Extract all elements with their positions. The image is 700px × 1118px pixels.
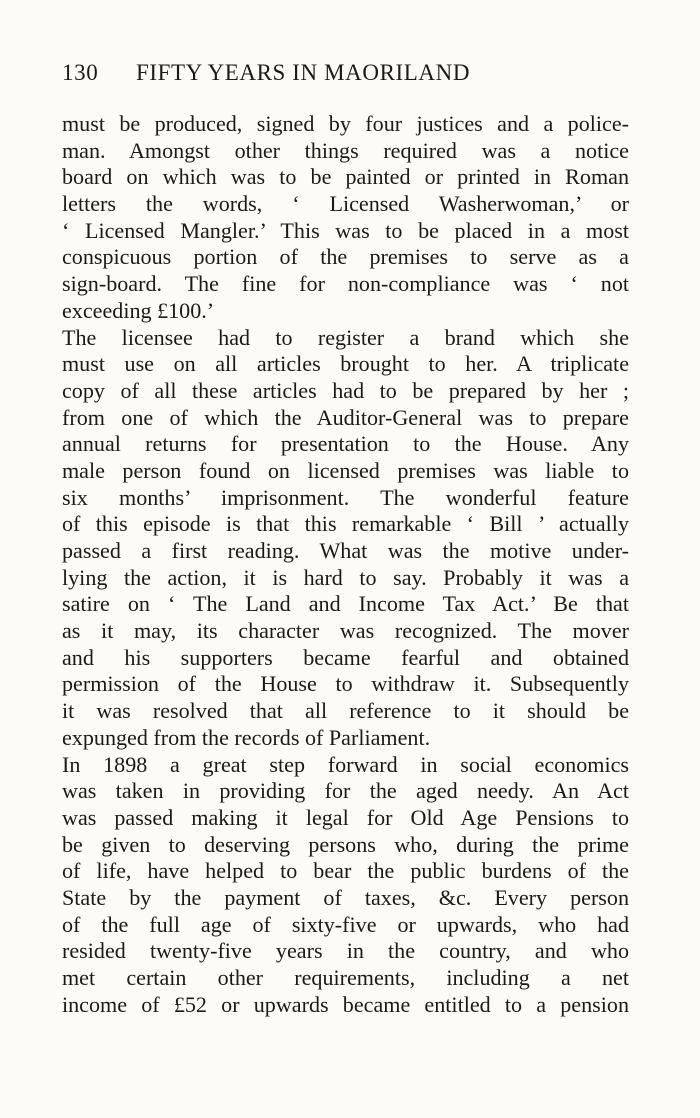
text-line: board on which was to be painted or printed in Roman [62,164,629,190]
text-line: satire on ‘ The Land and Income Tax Act.’ Be that [62,591,629,617]
text-line: exceeding £100.’ [62,297,215,323]
text-line: be given to deserving persons who, during the prime [62,831,629,857]
text-line: sign-board. The fine for non-compliance was ‘ not [62,271,629,297]
text-line: male person found on licensed premises was liable to [62,457,629,483]
running-title: FIFTY YEARS IN MAORILAND [136,60,471,85]
text-line: of life, have helped to bear the public burdens of the [62,858,629,884]
running-head [62,60,642,96]
text-line: from one of which the Auditor-General was to prepare [62,404,629,430]
text-line: it was resolved that all reference to it should be [62,698,629,724]
text-line: copy of all these articles had to be prepared by her ; [62,377,629,403]
text-line: was passed making it legal for Old Age Pensions to [62,804,629,830]
text-line: ‘ Licensed Mangler.’ This was to be placed in a most [62,217,629,243]
text-line: The licensee had to register a brand which she [62,324,629,350]
text-line: expunged from the records of Parliament. [62,724,431,750]
text-line: In 1898 a great step forward in social economics [62,751,629,777]
text-line: man. Amongst other things required was a notice [62,137,629,163]
text-line: and his supporters became fearful and obtained [62,644,629,670]
text-line: permission of the House to withdraw it. Subsequently [62,671,629,697]
text-line: met certain other requirements, including a net [62,965,629,990]
text-line: income of £52 or upwards became entitled to a pension [62,991,629,1017]
page-number: 130 [62,60,99,85]
text-line: passed a first reading. What was the motive under- [62,538,629,563]
text-line: State by the payment of taxes, &c. Every person [62,884,629,910]
text-line: must use on all articles brought to her. A triplicate [62,351,629,377]
text-line: lying the action, it is hard to say. Probably it was a [62,564,629,590]
text-line: resided twenty-five years in the country, and who [62,938,629,964]
text-line: of the full age of sixty-five or upwards, who had [62,911,629,937]
body-text [62,111,629,1018]
text-line: conspicuous portion of the premises to serve as a [62,244,629,270]
text-line: must be produced, signed by four justices and a police- [62,111,629,136]
text-line: six months’ imprisonment. The wonderful feature [62,484,629,510]
text-line: letters the words, ‘ Licensed Washerwoman,’ or [62,191,629,217]
text-line: of this episode is that this remarkable ‘ Bill ’ actually [62,511,629,537]
text-line: annual returns for presentation to the House. Any [62,431,629,457]
text-line: was taken in providing for the aged needy. An Act [62,778,629,804]
text-line: as it may, its character was recognized. The mover [62,618,629,644]
